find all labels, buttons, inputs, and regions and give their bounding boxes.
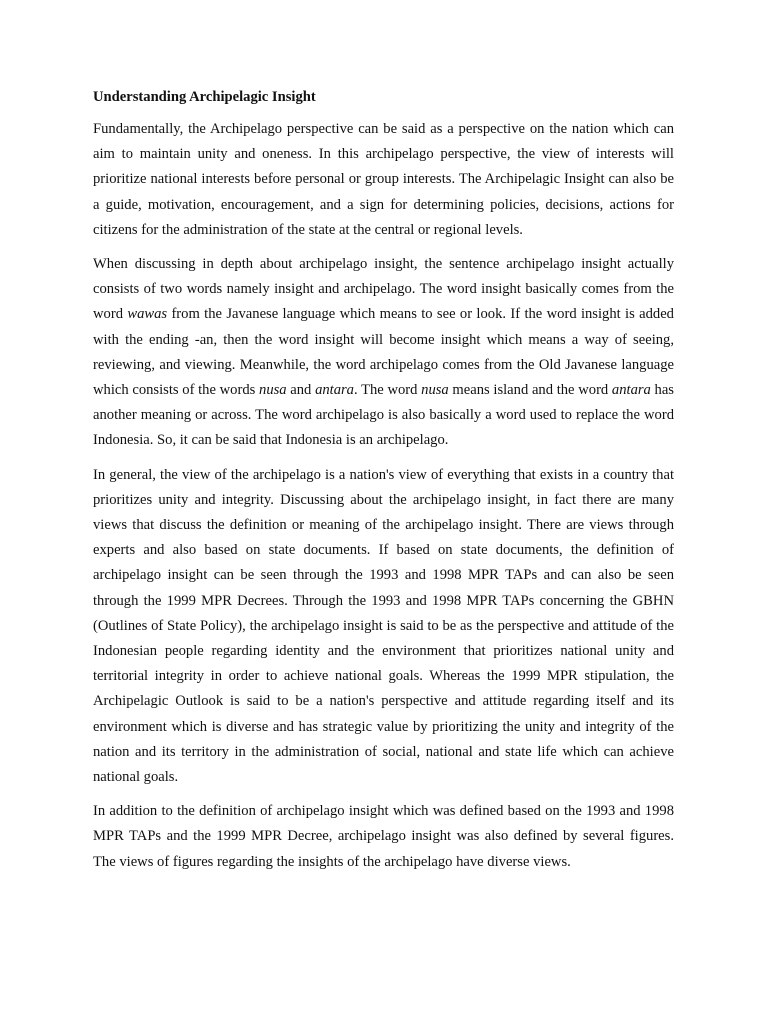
paragraph-text: When discussing in depth about archipelago insight, the sentence archipelago insight actually consists of two words namely insight and archipelago. The word insight basically comes from the word — [93, 256, 674, 323]
paragraph-text: . The word — [353, 382, 422, 399]
italic-term: nusa — [259, 382, 287, 399]
paragraph-text: has another meaning or across. The word archipelago is also basically a word used to replace the word Indonesia. So, it can be said that Indonesia is an archipelago. — [93, 382, 674, 449]
italic-term: wawas — [127, 306, 168, 323]
italic-term: antara — [315, 382, 354, 399]
paragraph-text: and — [286, 382, 316, 399]
paragraph-text: means island and the word — [448, 382, 612, 399]
document-heading: Understanding Archipelagic Insight — [93, 89, 316, 105]
paragraph-text: In general, the view of the archipelago is a nation's view of everything that exists in a country that prioritizes unity and integrity. Discussing about the archipelago insight, in fact there are many views that discuss the definition or meaning of the archipelago insight. There are views through experts and also based on state documents. If based on state documents, the definition of archipelago insight can be seen through the 1993 and 1998 MPR TAPs and can also be seen through the 1999 MPR Decrees. Through the 1993 and 1998 MPR TAPs concerning the GBHN (Outlines of State Policy), the archipelago insight is said to be as the perspective and attitude of the Indonesian people regarding identity and the environment that prioritizes national unity and territorial integrity in order to achieve national goals. Whereas the 1999 MPR stipulation, the Archipelagic Outlook is said to be a nation's perspective and attitude regarding itself and its environment which is diverse and has strategic value by prioritizing the unity and integrity of the nation and its territory in the administration of social, national and state life which can achieve national goals. — [93, 466, 674, 786]
paragraph-text: In addition to the definition of archipelago insight which was defined based on the 1993 and 1998 MPR TAPs and the 1999 MPR Decree, archipelago insight was also defined by several figures. The views of figures regarding the insights of the archipelago have diverse views. — [93, 803, 674, 870]
paragraph-text: from the Javanese language which means to see or look. If the word insight is added with the ending -an, then the word insight will become insight which means a way of seeing, reviewing, and viewing. Meanwhile, the word archipelago comes from the Old Javanese language which consists of the words — [93, 306, 674, 399]
italic-term: nusa — [421, 382, 449, 399]
paragraph — [93, 117, 674, 243]
paragraph — [93, 463, 674, 791]
document-body — [93, 117, 674, 875]
paragraph — [93, 799, 674, 875]
paragraph-text: Fundamentally, the Archipelago perspective can be said as a perspective on the nation which can aim to maintain unity and oneness. In this archipelago perspective, the view of interests will prioritize national interests before personal or group interests. The Archipelagic Insight can also be a guide, motivation, encouragement, and a sign for determining policies, decisions, actions for citizens for the administration of the state at the central or regional levels. — [93, 121, 674, 238]
paragraph — [93, 252, 674, 454]
document-page — [93, 86, 674, 884]
italic-term: antara — [611, 382, 651, 399]
